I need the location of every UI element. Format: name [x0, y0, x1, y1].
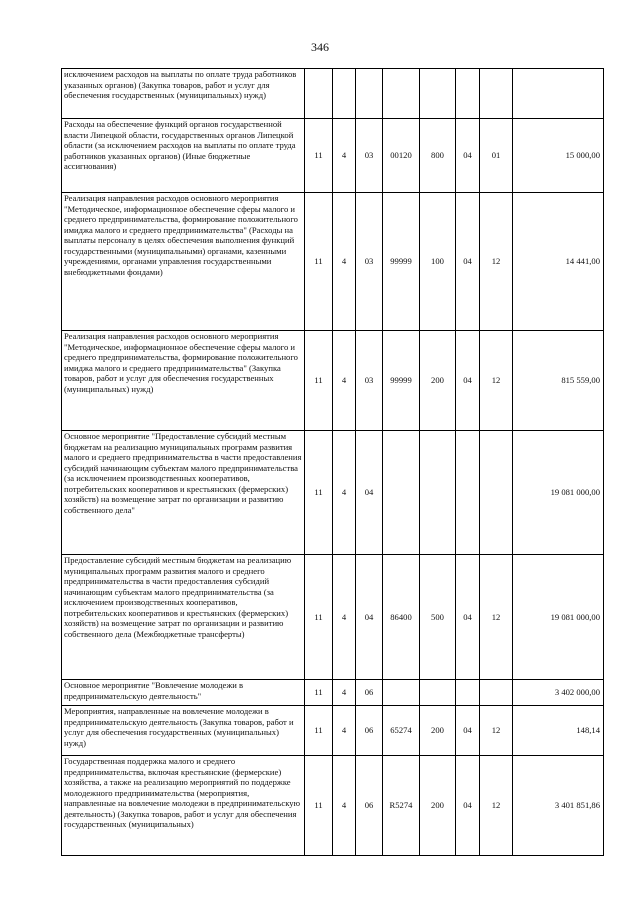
cell-amount: [513, 69, 604, 119]
cell-code-6: 04: [456, 756, 480, 856]
cell-amount: 19 081 000,00: [513, 555, 604, 680]
cell-code-4: R5274: [383, 756, 420, 856]
cell-code-6: [456, 680, 480, 706]
cell-code-2: 4: [333, 756, 356, 856]
cell-code-1: 11: [305, 193, 333, 331]
cell-code-2: 4: [333, 555, 356, 680]
cell-code-7: 01: [480, 119, 513, 193]
cell-code-1: 11: [305, 706, 333, 756]
cell-code-1: 11: [305, 331, 333, 431]
cell-code-7: [480, 69, 513, 119]
cell-code-1: 11: [305, 555, 333, 680]
cell-code-7: [480, 431, 513, 555]
cell-code-6: 04: [456, 193, 480, 331]
table-row: [62, 431, 604, 555]
cell-code-4: [383, 680, 420, 706]
cell-code-7: 12: [480, 331, 513, 431]
cell-code-3: 06: [356, 756, 383, 856]
cell-code-5: 200: [420, 331, 456, 431]
cell-code-5: 500: [420, 555, 456, 680]
cell-code-5: 100: [420, 193, 456, 331]
cell-code-1: [305, 69, 333, 119]
row-description: Предоставление субсидий местным бюджетам на реализацию муниципальных программ развития малого и среднего предпринимательства в части предоставления субсидий начинающим субъектам малого предпринимательства (за исключением производственных кооперативов, потребительских кооперативов и крестьянских (фермерских) хозяйств) на возмещение затрат по организации и развитию собственного дела (Межбюджетные трансферты): [62, 555, 305, 680]
cell-code-7: [480, 680, 513, 706]
cell-code-3: 04: [356, 555, 383, 680]
cell-code-4: [383, 431, 420, 555]
cell-code-3: 06: [356, 706, 383, 756]
cell-code-5: [420, 680, 456, 706]
cell-code-7: 12: [480, 756, 513, 856]
table-row: [62, 555, 604, 680]
cell-code-5: [420, 431, 456, 555]
row-description: Реализация направления расходов основного мероприятия "Методическое, информационное обеспечение сферы малого и среднего предпринимательства, формирование положительного имиджа малого и среднего предпринимательства" (Закупка товаров, работ и услуг для обеспечения государственных (муниципальных) нужд): [62, 331, 305, 431]
cell-code-5: [420, 69, 456, 119]
cell-code-2: 4: [333, 119, 356, 193]
table-row: [62, 119, 604, 193]
cell-code-4: [383, 69, 420, 119]
table-row: [62, 680, 604, 706]
cell-code-6: [456, 69, 480, 119]
cell-code-5: 800: [420, 119, 456, 193]
table-row: [62, 756, 604, 856]
cell-code-6: 04: [456, 331, 480, 431]
cell-code-1: 11: [305, 119, 333, 193]
cell-code-5: 200: [420, 706, 456, 756]
cell-code-6: [456, 431, 480, 555]
cell-code-4: 99999: [383, 331, 420, 431]
table-row: [62, 706, 604, 756]
cell-code-7: 12: [480, 706, 513, 756]
cell-amount: 3 402 000,00: [513, 680, 604, 706]
cell-code-2: 4: [333, 431, 356, 555]
cell-code-1: 11: [305, 431, 333, 555]
cell-code-6: 04: [456, 119, 480, 193]
cell-code-4: 86400: [383, 555, 420, 680]
row-description: Основное мероприятие "Вовлечение молодежи в предпринимательскую деятельность": [62, 680, 305, 706]
cell-amount: 19 081 000,00: [513, 431, 604, 555]
cell-code-5: 200: [420, 756, 456, 856]
cell-code-3: [356, 69, 383, 119]
cell-code-4: 65274: [383, 706, 420, 756]
cell-code-2: 4: [333, 193, 356, 331]
cell-amount: 148,14: [513, 706, 604, 756]
row-description: Основное мероприятие "Предоставление субсидий местным бюджетам на реализацию муниципальных программ развития малого и среднего предпринимательства в части предоставления субсидий начинающим субъектам малого предпринимательства (за исключением производственных кооперативов, потребительских кооперативов и крестьянских (фермерских) хозяйств) на возмещение затрат по организации и развитию собственного дела": [62, 431, 305, 555]
cell-code-3: 03: [356, 331, 383, 431]
row-description: исключением расходов на выплаты по оплате труда работников указанных органов) (Закупка товаров, работ и услуг для обеспечения государственных (муниципальных) нужд): [62, 69, 305, 119]
cell-code-7: 12: [480, 193, 513, 331]
cell-amount: 15 000,00: [513, 119, 604, 193]
cell-code-1: 11: [305, 680, 333, 706]
cell-code-2: [333, 69, 356, 119]
cell-code-2: 4: [333, 331, 356, 431]
cell-code-2: 4: [333, 706, 356, 756]
cell-code-6: 04: [456, 706, 480, 756]
page-number: 346: [311, 40, 329, 54]
cell-code-3: 03: [356, 193, 383, 331]
cell-code-1: 11: [305, 756, 333, 856]
table-row: [62, 193, 604, 331]
cell-code-6: 04: [456, 555, 480, 680]
row-description: Реализация направления расходов основного мероприятия "Методическое, информационное обеспечение сферы малого и среднего предпринимательства, формирование положительного имиджа малого и среднего предпринимательства" (Расходы на выплаты персоналу в целях обеспечения выполнения функций государственными (муниципальными) органами, казенными учреждениями, органами управления государственными внебюджетными фондами): [62, 193, 305, 331]
table-row: [62, 331, 604, 431]
budget-table: [61, 68, 604, 856]
row-description: Расходы на обеспечение функций органов государственной власти Липецкой области, государственных органов Липецкой области (за исключением расходов на выплаты по оплате труда работников указанных органов) (Иные бюджетные ассигнования): [62, 119, 305, 193]
table-row: [62, 69, 604, 119]
cell-code-4: 99999: [383, 193, 420, 331]
row-description: Государственная поддержка малого и среднего предпринимательства, включая крестьянские (фермерские) хозяйства, а также на реализацию мероприятий по поддержке молодежного предпринимательства (мероприятия, направленные на вовлечение молодежи в предпринимательскую деятельность) (Закупка товаров, работ и услуг для обеспечения государственных (муниципальных): [62, 756, 305, 856]
row-description: Мероприятия, направленные на вовлечение молодежи в предпринимательскую деятельность (Закупка товаров, работ и услуг для обеспечения государственных (муниципальных) нужд): [62, 706, 305, 756]
cell-amount: 3 401 851,86: [513, 756, 604, 856]
cell-code-3: 06: [356, 680, 383, 706]
cell-code-3: 04: [356, 431, 383, 555]
cell-code-4: 00120: [383, 119, 420, 193]
cell-amount: 14 441,00: [513, 193, 604, 331]
cell-code-3: 03: [356, 119, 383, 193]
cell-amount: 815 559,00: [513, 331, 604, 431]
cell-code-7: 12: [480, 555, 513, 680]
cell-code-2: 4: [333, 680, 356, 706]
